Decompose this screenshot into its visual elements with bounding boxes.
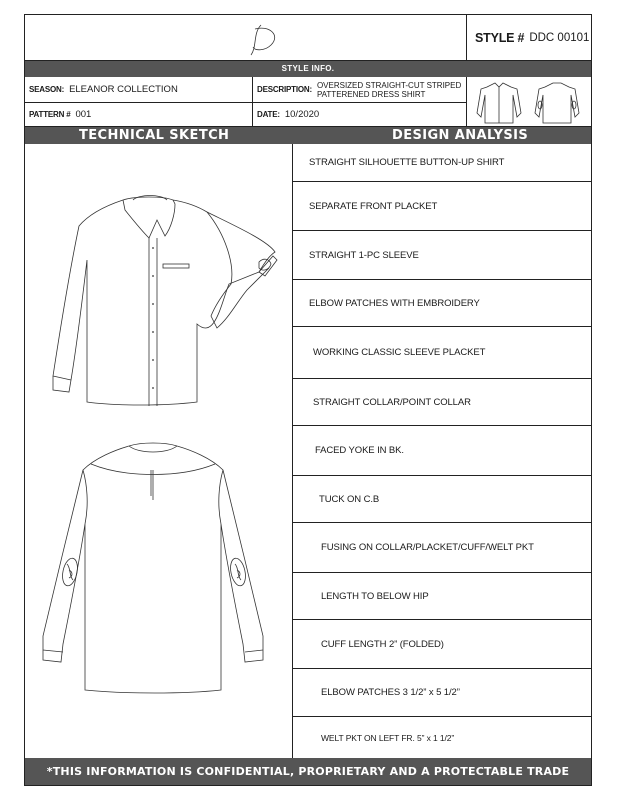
brand-logo-icon — [25, 15, 467, 61]
description-row — [253, 77, 467, 103]
season-value: ELEANOR COLLECTION — [69, 84, 178, 95]
list-item: STRAIGHT SILHOUETTE BUTTON-UP SHIRT — [293, 144, 591, 182]
pattern-row — [25, 103, 253, 127]
style-number-label: STYLE # — [475, 30, 525, 45]
list-item: FUSING ON COLLAR/PLACKET/CUFF/WELT PKT — [293, 523, 591, 573]
style-info-bar: STYLE INFO. — [25, 61, 591, 77]
list-item: LENGTH TO BELOW HIP — [293, 573, 591, 620]
style-number-value: DDC 00101 — [529, 31, 590, 44]
date-row — [253, 103, 467, 127]
date-label: DATE: — [257, 110, 280, 119]
list-item: ELBOW PATCHES WITH EMBROIDERY — [293, 280, 591, 327]
shirt-back-sketch-icon — [25, 144, 293, 758]
technical-sketch-area — [25, 144, 293, 758]
list-item: CUFF LENGTH 2” (FOLDED) — [293, 620, 591, 669]
list-item: FACED YOKE IN BK. — [293, 426, 591, 476]
pattern-label: PATTERN # — [29, 110, 71, 119]
confidentiality-footer: *THIS INFORMATION IS CONFIDENTIAL, PROPRIETARY AND A PROTECTABLE TRADE SECRET OF DILA DESIGNS.CO* — [25, 758, 591, 785]
season-label: SEASON: — [29, 85, 65, 94]
list-item: WORKING CLASSIC SLEEVE PLACKET — [293, 327, 591, 379]
list-item: STRAIGHT 1-PC SLEEVE — [293, 231, 591, 280]
description-label: DESCRIPTION: — [257, 85, 312, 94]
list-item: STRAIGHT COLLAR/POINT COLLAR — [293, 379, 591, 426]
description-value: OVERSIZED STRAIGHT-CUT STRIPED PATTERENED DRESS SHIRT — [316, 80, 462, 99]
list-item: ELBOW PATCHES 3 1/2” x 5 1/2” — [293, 669, 591, 717]
list-item: SEPARATE FRONT PLACKET — [293, 182, 591, 231]
brand-logo-box — [25, 15, 467, 61]
tech-pack-sheet — [24, 14, 592, 803]
flat-sketch-thumbnails — [467, 77, 591, 127]
shirt-thumbnail-icon — [467, 77, 591, 127]
design-analysis-header: DESIGN ANALYSIS — [290, 127, 591, 144]
style-number-box — [467, 15, 591, 61]
design-analysis-list — [293, 144, 591, 758]
technical-sketch-header: TECHNICAL SKETCH — [25, 127, 290, 144]
pattern-value: 001 — [75, 109, 92, 120]
date-value: 10/2020 — [284, 109, 320, 120]
list-item: TUCK ON C.B — [293, 476, 591, 523]
list-item: WELT PKT ON LEFT FR. 5” x 1 1/2” — [321, 732, 455, 743]
season-row — [25, 77, 253, 103]
